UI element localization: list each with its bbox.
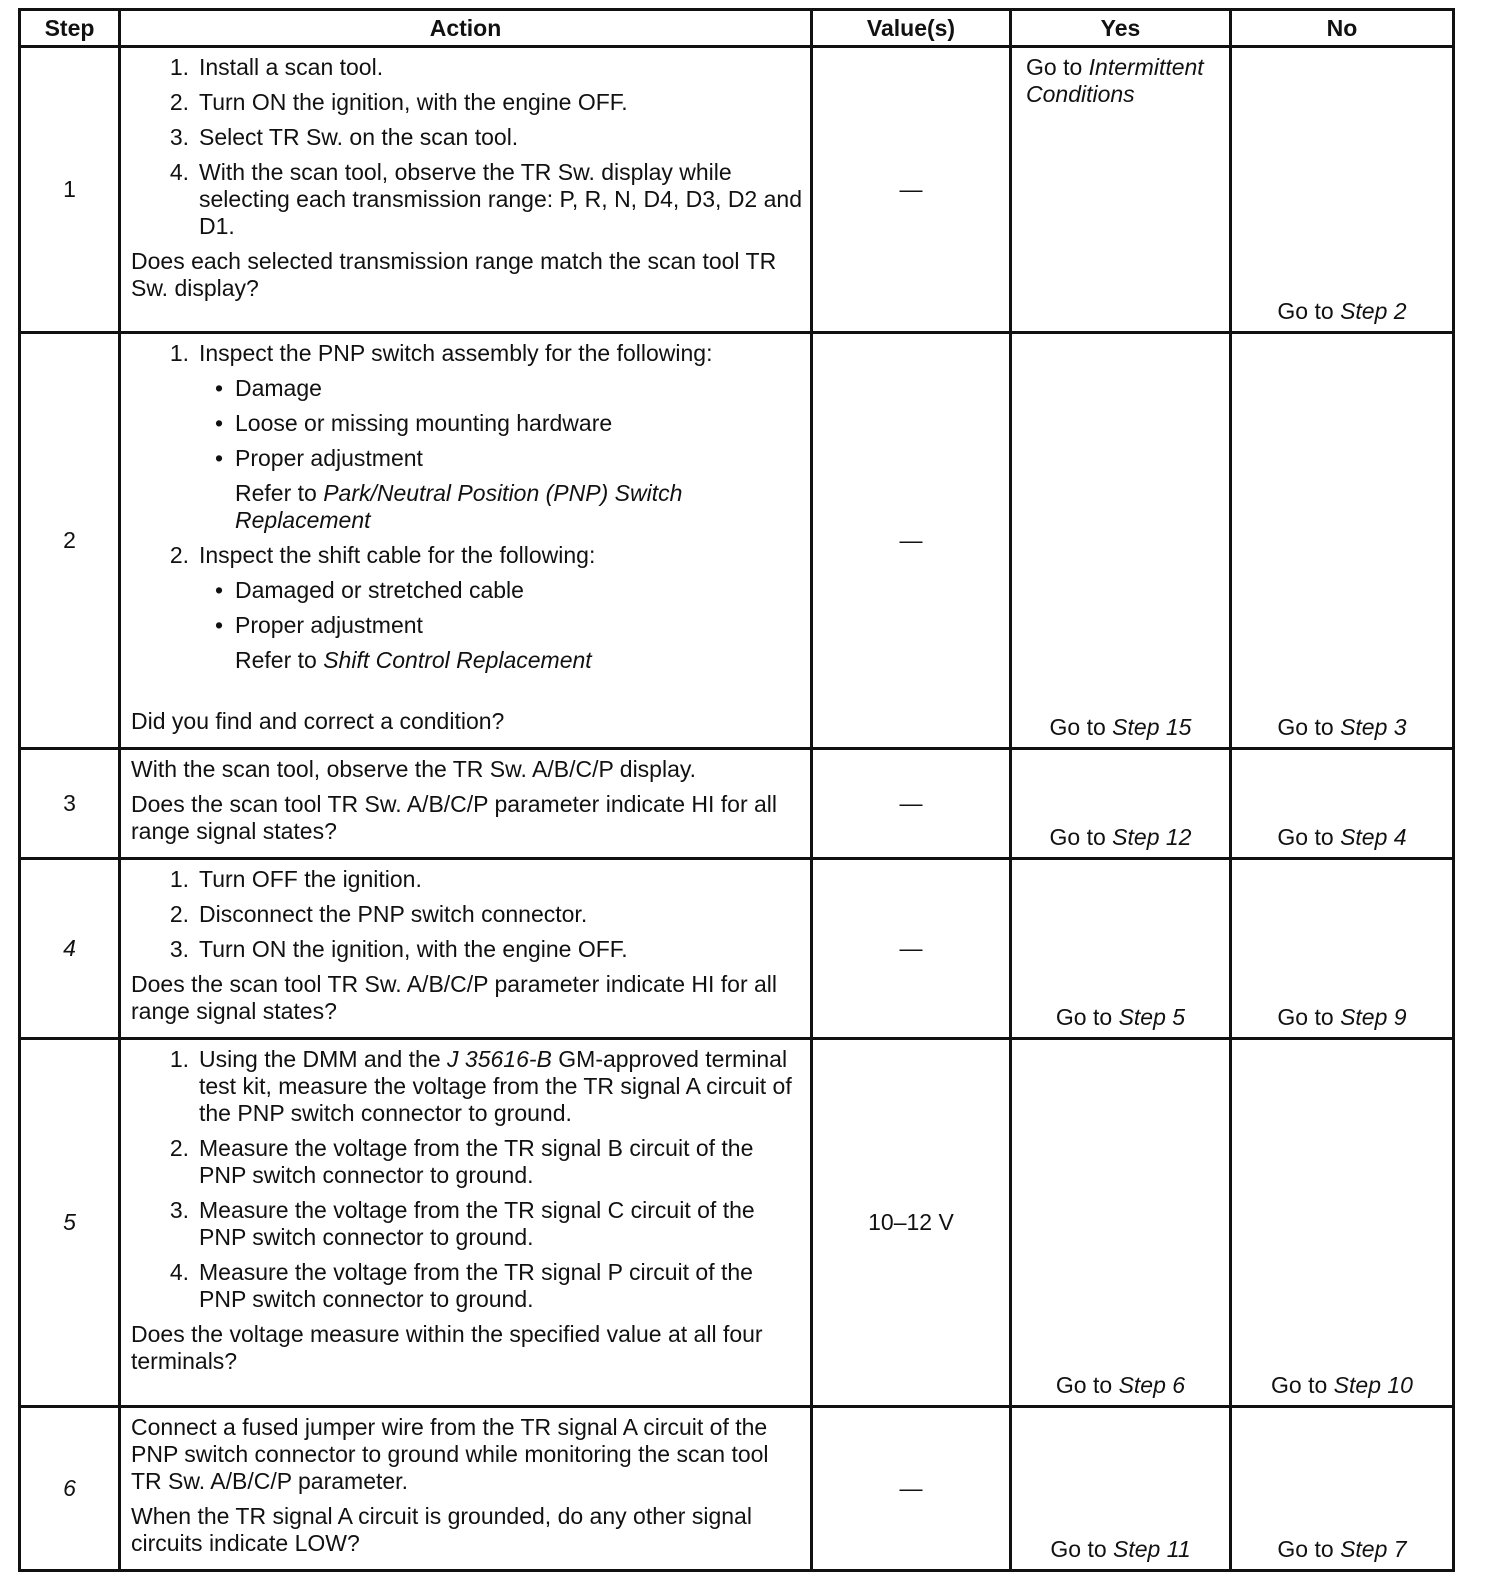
header-no: No bbox=[1231, 10, 1454, 47]
question-text: Does the scan tool TR Sw. A/B/C/P parameter indicate HI for all range signal states? bbox=[131, 971, 778, 1024]
diagnostic-table bbox=[18, 8, 1455, 1572]
bullet-item: • Proper adjustment bbox=[214, 612, 423, 638]
bullet-item: • Proper adjustment bbox=[214, 445, 423, 471]
yes-link: Intermittent Conditions bbox=[1026, 54, 1204, 107]
yes-cell[interactable]: Go to Step 15 bbox=[1011, 333, 1231, 749]
question-text: Does each selected transmission range match the scan tool TR Sw. display? bbox=[131, 248, 777, 301]
no-cell[interactable]: Go to Step 9 bbox=[1231, 859, 1454, 1039]
reference-text: Refer to Shift Control Replacement bbox=[235, 647, 592, 673]
reference-text: Refer to Park/Neutral Position (PNP) Switch Replacement bbox=[235, 480, 683, 533]
no-link: Step 3 bbox=[1340, 714, 1407, 740]
list-item: 2. Measure the voltage from the TR signal B circuit of the PNP switch connector to ground. bbox=[169, 1135, 754, 1188]
header-step: Step bbox=[20, 10, 120, 47]
yes-cell[interactable]: Go to Intermittent Conditions bbox=[1011, 47, 1231, 333]
list-item: 2. Turn ON the ignition, with the engine OFF. bbox=[169, 89, 628, 115]
tool-reference: J 35616-B bbox=[447, 1046, 552, 1072]
no-cell[interactable]: Go to Step 2 bbox=[1231, 47, 1454, 333]
no-cell[interactable]: Go to Step 3 bbox=[1231, 333, 1454, 749]
list-item: 1. Using the DMM and the J 35616-B GM-approved terminal test kit, measure the voltage from the TR signal A circuit of the PNP switch connector to ground. bbox=[169, 1046, 792, 1126]
table-row-step-2 bbox=[20, 333, 1454, 749]
yes-link: Step 15 bbox=[1112, 714, 1192, 740]
action-cell bbox=[120, 1407, 812, 1571]
step-number: 4 bbox=[20, 859, 120, 1039]
question-text: Does the scan tool TR Sw. A/B/C/P parameter indicate HI for all range signal states? bbox=[131, 791, 778, 844]
reference-link[interactable]: Park/Neutral Position (PNP) Switch Replacement bbox=[235, 480, 683, 533]
list-item: 4. With the scan tool, observe the TR Sw. display while selecting each transmission range: P, R, N, D4, D3, D2 and D1. bbox=[169, 159, 802, 239]
value-cell: — bbox=[812, 1407, 1011, 1571]
value-cell: — bbox=[812, 47, 1011, 333]
table-row-step-4 bbox=[20, 859, 1454, 1039]
action-cell bbox=[120, 47, 812, 333]
action-cell bbox=[120, 333, 812, 749]
bullet-item: • Damaged or stretched cable bbox=[214, 577, 524, 603]
no-cell[interactable]: Go to Step 7 bbox=[1231, 1407, 1454, 1571]
list-item: 3. Select TR Sw. on the scan tool. bbox=[169, 124, 519, 150]
yes-cell[interactable]: Go to Step 6 bbox=[1011, 1039, 1231, 1407]
action-text: Connect a fused jumper wire from the TR signal A circuit of the PNP switch connector to ground while monitoring the scan tool TR Sw. A/B/C/P parameter. bbox=[131, 1414, 769, 1494]
question-text: Does the voltage measure within the specified value at all four terminals? bbox=[131, 1321, 763, 1374]
list-item: 2. Inspect the shift cable for the following: bbox=[169, 542, 596, 568]
action-text: With the scan tool, observe the TR Sw. A/B/C/P display. bbox=[131, 756, 697, 782]
list-item: 3. Turn ON the ignition, with the engine OFF. bbox=[169, 936, 628, 962]
header-action: Action bbox=[120, 10, 812, 47]
no-link: Step 2 bbox=[1340, 298, 1407, 324]
table-row-step-1 bbox=[20, 47, 1454, 333]
no-link: Step 4 bbox=[1340, 824, 1407, 850]
value-cell: — bbox=[812, 333, 1011, 749]
table-row-step-5 bbox=[20, 1039, 1454, 1407]
reference-link[interactable]: Shift Control Replacement bbox=[323, 647, 592, 673]
table-row-step-3 bbox=[20, 749, 1454, 859]
table-row-step-6 bbox=[20, 1407, 1454, 1571]
yes-link: Step 5 bbox=[1118, 1004, 1186, 1030]
list-item: 1. Inspect the PNP switch assembly for the following: bbox=[169, 340, 713, 366]
step-number: 3 bbox=[20, 749, 120, 859]
question-text: Did you find and correct a condition? bbox=[131, 708, 505, 734]
no-cell[interactable]: Go to Step 10 bbox=[1231, 1039, 1454, 1407]
list-item: 1. Install a scan tool. bbox=[169, 54, 384, 80]
list-item: 4. Measure the voltage from the TR signal P circuit of the PNP switch connector to ground. bbox=[169, 1259, 753, 1312]
step-number: 5 bbox=[20, 1039, 120, 1407]
step-number: 2 bbox=[20, 333, 120, 749]
step-number: 1 bbox=[20, 47, 120, 333]
yes-cell[interactable]: Go to Step 5 bbox=[1011, 859, 1231, 1039]
action-cell bbox=[120, 1039, 812, 1407]
header-values: Value(s) bbox=[812, 10, 1011, 47]
step-number: 6 bbox=[20, 1407, 120, 1571]
list-item: 1. Turn OFF the ignition. bbox=[169, 866, 422, 892]
bullet-item: • Damage bbox=[214, 375, 322, 401]
action-cell bbox=[120, 749, 812, 859]
value-cell: — bbox=[812, 859, 1011, 1039]
no-link: Step 10 bbox=[1333, 1372, 1413, 1398]
action-cell bbox=[120, 859, 812, 1039]
value-cell: — bbox=[812, 749, 1011, 859]
yes-link: Step 11 bbox=[1113, 1536, 1191, 1562]
yes-link: Step 12 bbox=[1112, 824, 1192, 850]
value-cell: 10–12 V bbox=[812, 1039, 1011, 1407]
yes-cell[interactable]: Go to Step 11 bbox=[1011, 1407, 1231, 1571]
list-item: 2. Disconnect the PNP switch connector. bbox=[169, 901, 588, 927]
list-item: 3. Measure the voltage from the TR signal C circuit of the PNP switch connector to ground. bbox=[169, 1197, 755, 1250]
no-link: Step 7 bbox=[1340, 1536, 1407, 1562]
yes-cell[interactable]: Go to Step 12 bbox=[1011, 749, 1231, 859]
bullet-item: • Loose or missing mounting hardware bbox=[214, 410, 613, 436]
no-cell[interactable]: Go to Step 4 bbox=[1231, 749, 1454, 859]
yes-link: Step 6 bbox=[1118, 1372, 1186, 1398]
header-row bbox=[20, 10, 1454, 47]
question-text: When the TR signal A circuit is grounded, do any other signal circuits indicate LOW? bbox=[131, 1503, 752, 1556]
no-link: Step 9 bbox=[1340, 1004, 1407, 1030]
header-yes: Yes bbox=[1011, 10, 1231, 47]
